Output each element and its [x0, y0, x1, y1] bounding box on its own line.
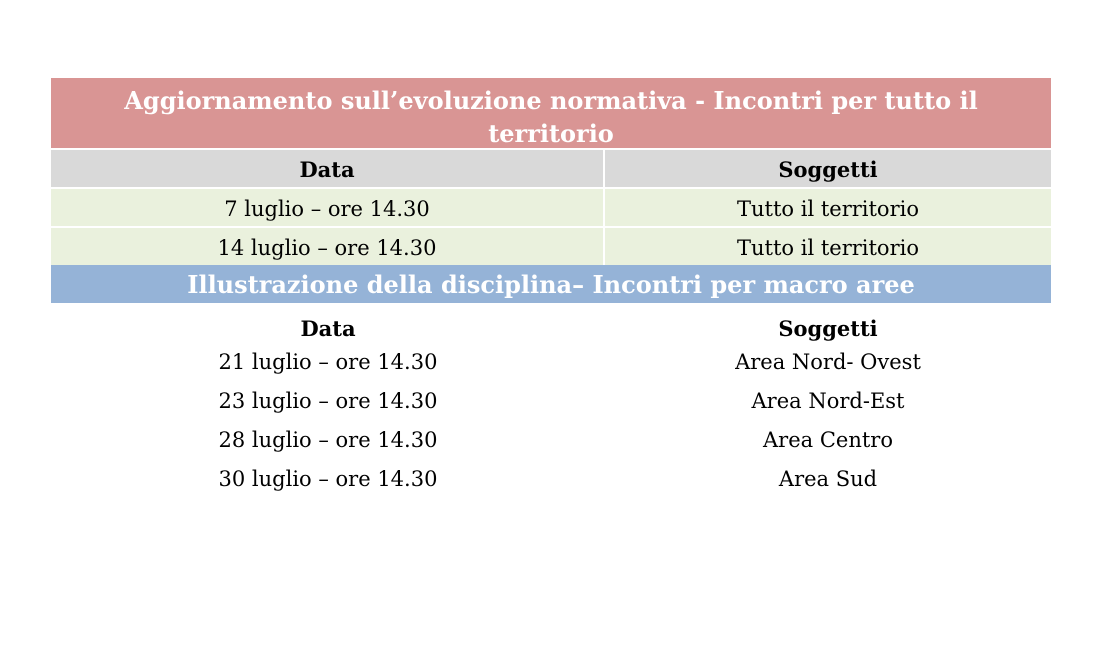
row-subject: Tutto il territorio: [737, 236, 919, 260]
row-subject: Area Nord-Est: [751, 389, 905, 413]
row-date: 14 luglio – ore 14.30: [51, 228, 605, 265]
section1-header-subjects: Soggetti: [778, 157, 878, 182]
row-subject: Area Centro: [763, 428, 893, 452]
row-subject: Area Sud: [778, 467, 878, 491]
row-date: 23 luglio – ore 14.30: [218, 389, 438, 413]
section1-header-date: Data: [51, 150, 605, 187]
row-date: 21 luglio – ore 14.30: [218, 350, 438, 374]
section2-header-row: [51, 303, 1051, 343]
row-date: 28 luglio – ore 14.30: [218, 428, 438, 452]
section1-title: Aggiornamento sull’evoluzione normativa - Incontri per tutto il territorio: [51, 78, 1051, 148]
table-row: [51, 187, 1051, 226]
row-date: 7 luglio – ore 14.30: [51, 189, 605, 226]
section2-header-date: Data: [300, 316, 356, 341]
table-row: [51, 343, 1051, 382]
section2-title: Illustrazione della disciplina– Incontri per macro aree: [51, 265, 1051, 303]
table-row: [51, 460, 1051, 499]
section1-header-row: [51, 148, 1051, 187]
schedule-table: [51, 78, 1051, 499]
section2-header-subjects: Soggetti: [778, 316, 878, 341]
table-row: [51, 382, 1051, 421]
table-row: [51, 226, 1051, 265]
table-row: [51, 421, 1051, 460]
row-subject: Tutto il territorio: [737, 197, 919, 221]
row-date: 30 luglio – ore 14.30: [218, 467, 438, 491]
row-subject: Area Nord- Ovest: [735, 350, 921, 374]
